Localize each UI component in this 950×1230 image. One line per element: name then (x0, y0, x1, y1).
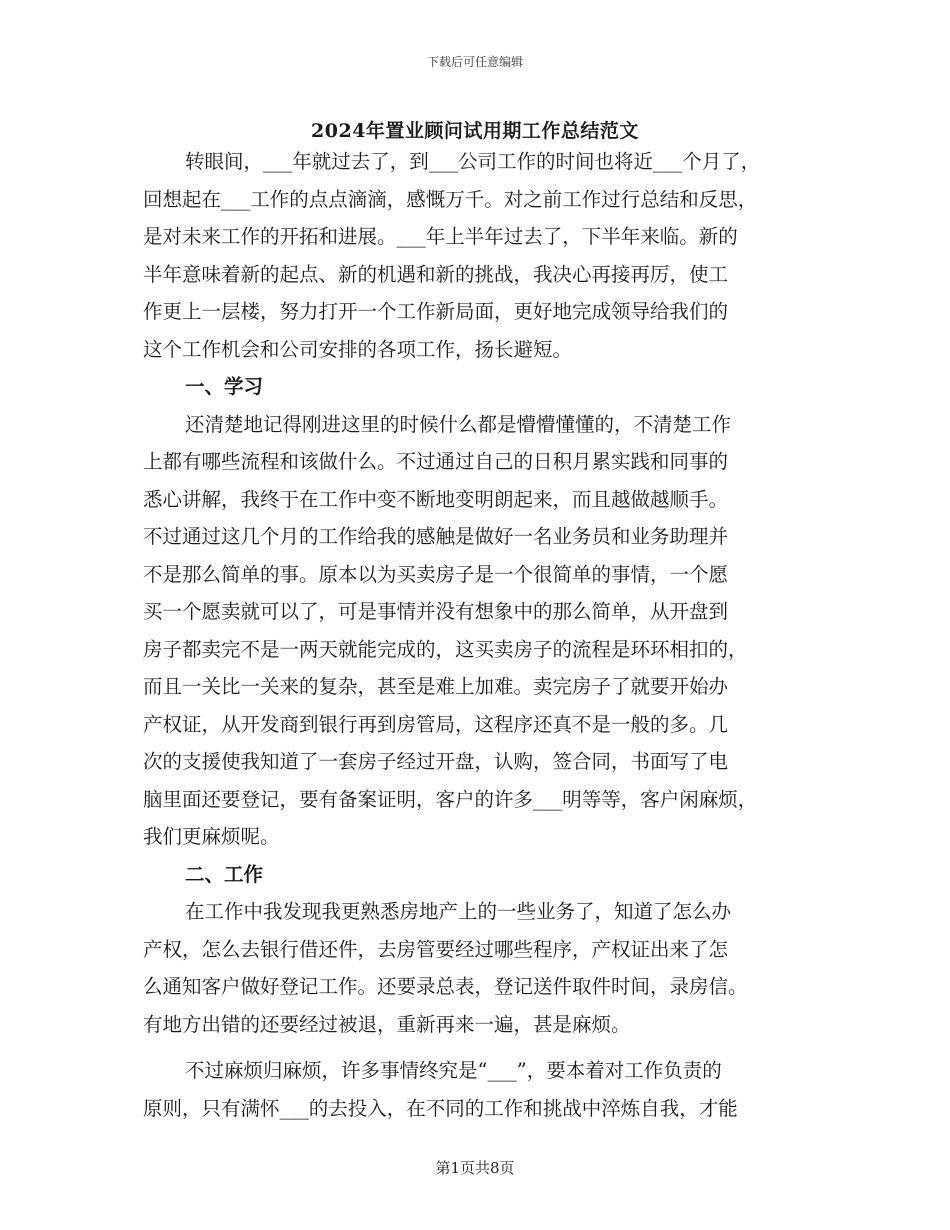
paragraph-line: 产权，怎么去银行借还件，去房管要经过哪些程序，产权证出来了怎 (143, 937, 729, 961)
paragraph-line: 悉心讲解，我终于在工作中变不断地变明朗起来，而且越做越顺手。 (143, 487, 729, 511)
paragraph-line: 半年意味着新的起点、新的机遇和新的挑战，我决心再接再厉，使工 (143, 262, 729, 286)
paragraph-gap (143, 1043, 813, 1052)
paragraph-line: 不是那么简单的事。原本以为买卖房子是一个很简单的事情，一个愿 (143, 562, 729, 586)
paragraph-line: 房子都卖完不是一两天就能完成的，这买卖房子的流程是环环相扣的， (143, 637, 748, 661)
paragraph-line: 作更上一层楼，努力打开一个工作新局面，更好地完成领导给我们的 (143, 300, 729, 323)
paragraph-line: 回想起在___工作的点点滴滴，感慨万千。对之前工作过行总结和反思， (143, 187, 758, 211)
document-body (143, 143, 813, 1127)
paragraph-line: 么通知客户做好登记工作。还要录总表，登记送件取件时间，录房信。 (143, 975, 748, 998)
paragraph-line: 有地方出错的还要经过被退，重新再来一遍，甚是麻烦。 (143, 1012, 631, 1036)
paragraph-line: 这个工作机会和公司安排的各项工作，扬长避短。 (143, 337, 573, 361)
paragraph-line: 是对未来工作的开拓和进展。___年上半年过去了，下半年来临。新的 (143, 225, 738, 248)
paragraph-line: 次的支援使我知道了一套房子经过开盘，认购，签合同，书面写了电 (143, 750, 729, 773)
section-heading-work: 二、工作 (185, 862, 264, 886)
paragraph-line: 转眼间，___年就过去了，到___公司工作的时间也将近___个月了， (185, 150, 761, 173)
page-number: 第1页共8页 (435, 1159, 515, 1177)
paragraph-line: 买一个愿卖就可以了，可是事情并没有想象中的那么简单，从开盘到 (143, 600, 729, 623)
paragraph-line: 还清楚地记得刚进这里的时候什么都是懵懵懂懂的，不清楚工作 (185, 412, 732, 436)
paragraph-line: 我们更麻烦呢。 (143, 825, 280, 848)
paragraph-line: 不过麻烦归麻烦，许多事情终究是“___”，要本着对工作负责的 (185, 1059, 722, 1082)
paragraph-line: 不过通过这几个月的工作给我的感触是做好一名业务员和业务助理并 (143, 525, 729, 548)
paragraph-line: 原则，只有满怀___的去投入，在不同的工作和挑战中淬炼自我，才能 (143, 1096, 738, 1120)
paragraph-line: 而且一关比一关来的复杂，甚至是难上加难。卖完房子了就要开始办 (143, 675, 729, 698)
paragraph-line: 在工作中我发现我更熟悉房地产上的一些业务了，知道了怎么办 (185, 900, 732, 923)
section-heading-study: 一、学习 (185, 375, 264, 398)
paragraph-line: 产权证，从开发商到银行再到房管局，这程序还真不是一般的多。几 (143, 712, 729, 736)
paragraph-line: 上都有哪些流程和该做什么。不过通过自己的日积月累实践和同事的 (143, 450, 729, 473)
header-note: 下载后可任意编辑 (426, 55, 523, 69)
paragraph-line: 脑里面还要登记，要有备案证明，客户的许多___明等等，客户闲麻烦， (143, 787, 758, 811)
document-title: 2024年置业顾问试用期工作总结范文 (311, 120, 639, 142)
